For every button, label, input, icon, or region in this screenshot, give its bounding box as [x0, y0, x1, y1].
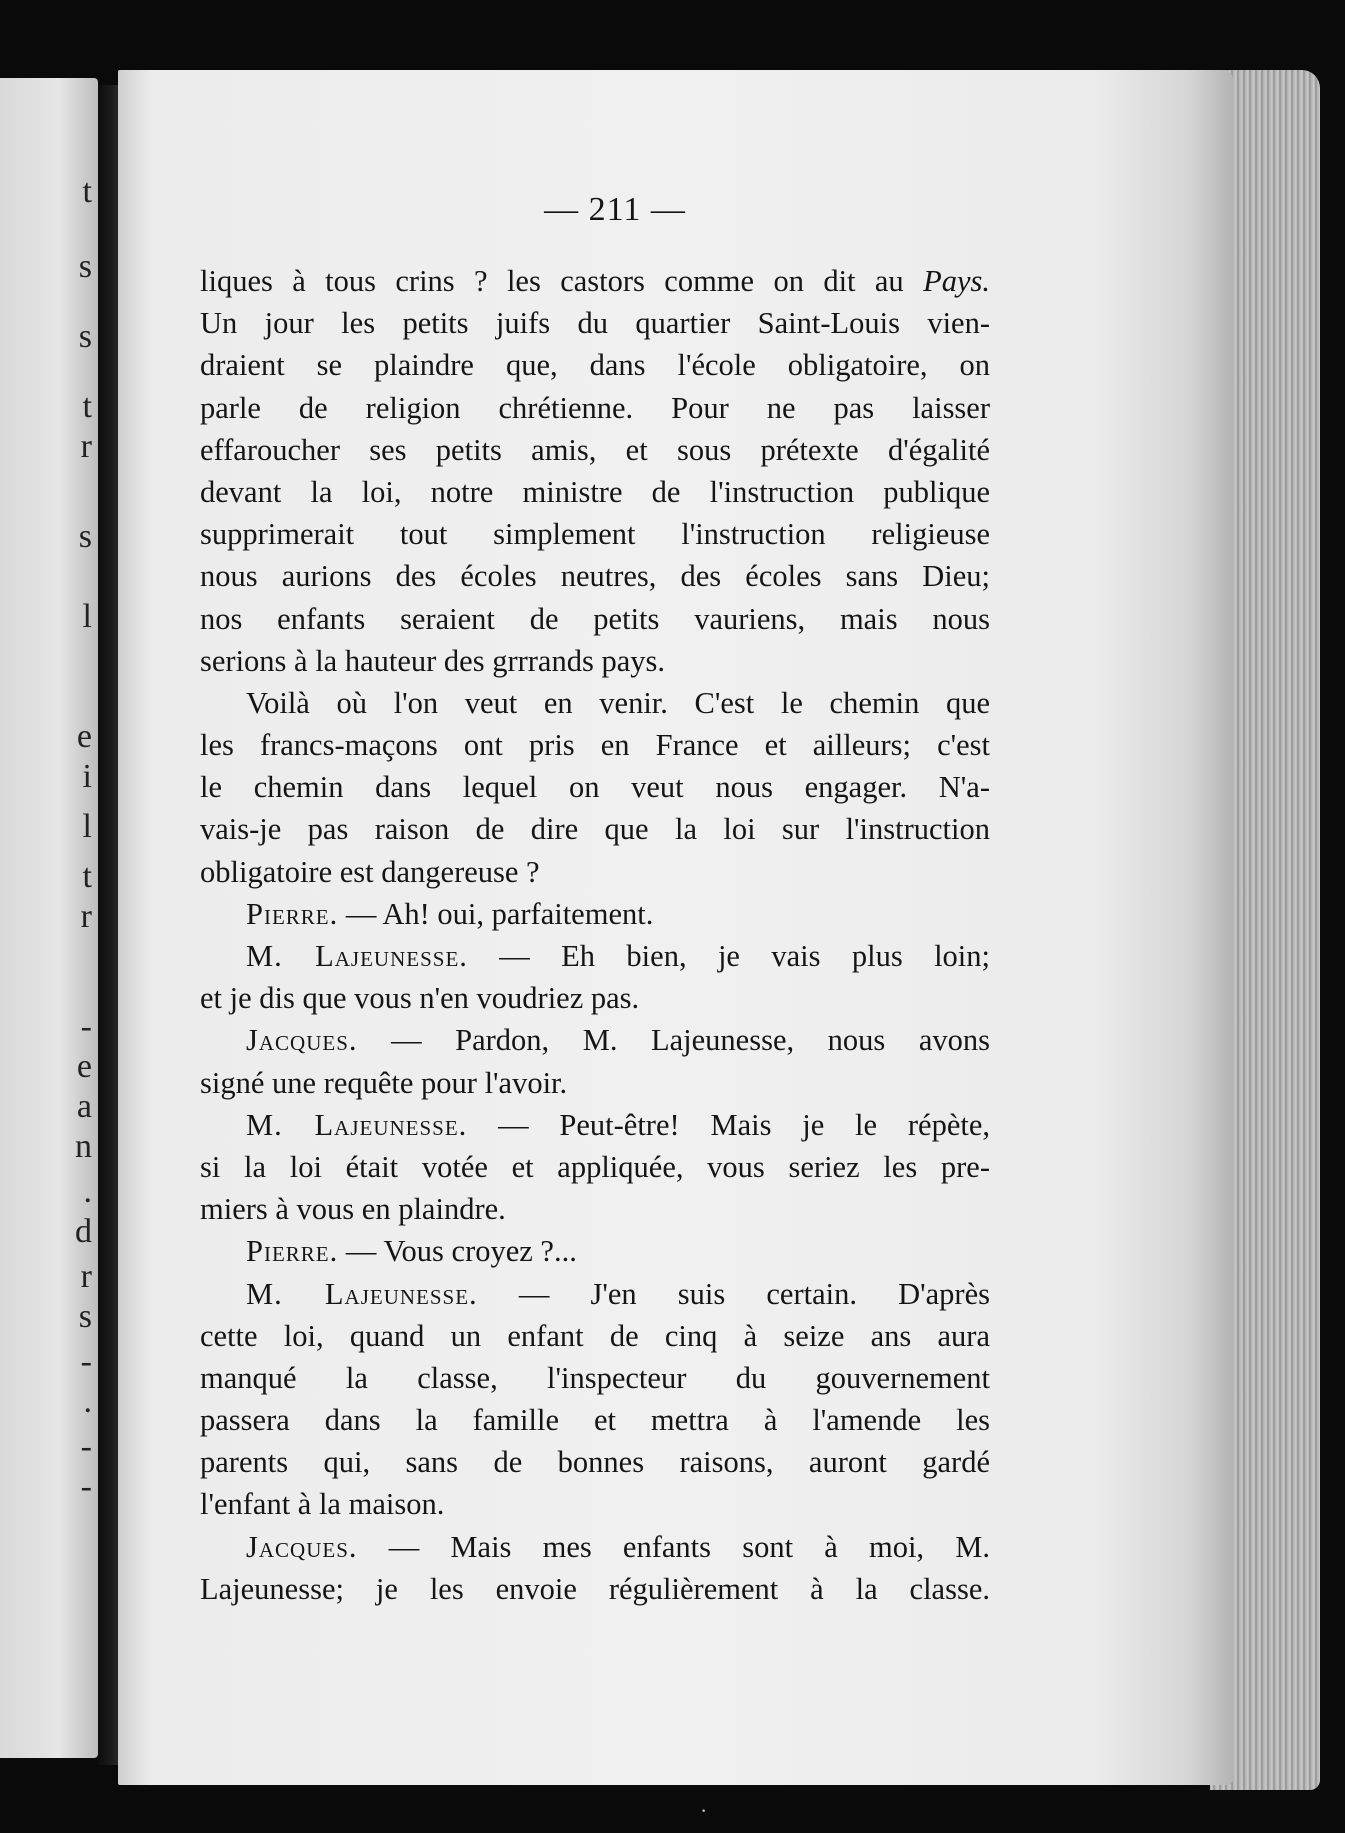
- left-page-fragment: -: [80, 1468, 92, 1505]
- left-page-fragment: .: [83, 1383, 92, 1420]
- text-line: [200, 1526, 990, 1568]
- left-page-fragment: n: [75, 1128, 92, 1165]
- text-line: [200, 935, 990, 977]
- text-line: [200, 1230, 990, 1272]
- line-text: — Ah! oui, parfaitement.: [338, 896, 654, 931]
- left-page-fragment: t: [82, 858, 92, 895]
- page-text-block: [200, 190, 990, 1610]
- speaker-name: Pierre.: [246, 1234, 339, 1269]
- line-text: passera dans la famille et mettra à l'amende les: [200, 1403, 990, 1438]
- line-text: liques à tous crins ? les castors comme on dit au: [200, 264, 924, 298]
- text-line: [200, 1483, 990, 1525]
- line-text: l'enfant à la maison.: [200, 1487, 445, 1522]
- text-line: [200, 471, 990, 513]
- line-text: serions à la hauteur des grrrands pays.: [200, 643, 665, 678]
- line-text: — Peut-être! Mais je le répète,: [467, 1107, 990, 1142]
- page-number: — 211 —: [544, 191, 686, 228]
- line-text: signé une requête pour l'avoir.: [200, 1065, 568, 1100]
- text-line: [200, 851, 990, 893]
- left-page-fragment: -: [80, 1008, 92, 1045]
- text-line: [200, 1146, 990, 1188]
- text-line: [200, 1441, 990, 1483]
- left-page-fragment: t: [82, 173, 92, 210]
- left-page-fragment: s: [78, 1298, 92, 1335]
- text-line: [200, 682, 990, 724]
- text-line: [200, 808, 990, 850]
- text-line: [200, 1357, 990, 1399]
- left-page-fragment: e: [76, 718, 92, 755]
- left-page-fragment: l: [82, 808, 92, 845]
- line-text: manqué la classe, l'inspecteur du gouvernement: [200, 1360, 990, 1395]
- line-text: les francs-maçons ont pris en France et ailleurs; c'est: [200, 728, 990, 763]
- left-page-fragment: s: [78, 318, 92, 355]
- text-line: [200, 893, 990, 935]
- text-line: [200, 344, 990, 386]
- left-page-fragment: e: [76, 1048, 92, 1085]
- line-text: et je dis que vous n'en voudriez pas.: [200, 981, 640, 1016]
- text-line: [200, 766, 990, 808]
- speaker-name: Pierre.: [246, 896, 339, 931]
- text-line: [200, 977, 990, 1019]
- text-line: [200, 598, 990, 640]
- line-text: nous aurions des écoles neutres, des écoles sans Dieu;: [200, 559, 990, 594]
- line-text: supprimerait tout simplement l'instruction religieuse: [200, 517, 990, 552]
- text-line: [200, 1188, 990, 1230]
- text-line: [200, 513, 990, 555]
- line-text: Voilà où l'on veut en venir. C'est le chemin que: [246, 685, 990, 720]
- line-text: nos enfants seraient de petits vauriens, mais nous: [200, 601, 990, 636]
- speaker-name: M. Lajeunesse.: [246, 939, 468, 973]
- speaker-name: M. Lajeunesse.: [246, 1276, 478, 1311]
- line-text: obligatoire est dangereuse ?: [200, 854, 540, 889]
- text-line: [200, 724, 990, 766]
- body-text: [200, 260, 990, 1610]
- left-page-fragment: s: [78, 248, 92, 285]
- left-page-fragment: l: [82, 598, 92, 635]
- left-facing-page: [0, 78, 98, 1758]
- line-text: miers à vous en plaindre.: [200, 1192, 506, 1227]
- left-page-fragment: .: [83, 1173, 92, 1210]
- text-line: [200, 429, 990, 471]
- book-gutter: [98, 85, 120, 1765]
- line-text: cette loi, quand un enfant de cinq à seize ans aura: [200, 1318, 990, 1353]
- line-text: — Eh bien, je vais plus loin;: [467, 939, 990, 973]
- line-text: — Pardon, M. Lajeunesse, nous avons: [357, 1023, 990, 1058]
- speaker-name: Jacques.: [246, 1529, 358, 1564]
- line-text: — Mais mes enfants sont à moi, M.: [357, 1529, 990, 1564]
- speaker-name: Jacques.: [246, 1023, 358, 1058]
- line-text: Lajeunesse; je les envoie régulièrement à la classe.: [200, 1571, 990, 1606]
- text-line: [200, 1104, 990, 1146]
- text-line: [200, 1062, 990, 1104]
- line-text: si la loi était votée et appliquée, vous seriez les pre-: [200, 1149, 990, 1184]
- line-text: le chemin dans lequel on veut nous engager. N'a-: [200, 770, 990, 805]
- text-line: [200, 555, 990, 597]
- left-page-fragment: d: [75, 1213, 92, 1250]
- left-page-fragment: -: [80, 1343, 92, 1380]
- left-page-fragment: r: [80, 428, 92, 465]
- left-page-fragment: i: [82, 758, 92, 795]
- left-page-fragment: -: [80, 1428, 92, 1465]
- line-text: Un jour les petits juifs du quartier Saint-Louis vien-: [200, 306, 990, 341]
- text-line: [200, 1568, 990, 1610]
- text-line: [200, 302, 990, 344]
- text-line: [200, 1315, 990, 1357]
- scan-speck: ·: [700, 1798, 708, 1823]
- text-line: [200, 260, 990, 302]
- line-text: — Vous croyez ?...: [338, 1234, 577, 1269]
- text-line: [200, 1273, 990, 1315]
- line-text: parle de religion chrétienne. Pour ne pas laisser: [200, 390, 990, 425]
- left-page-fragment: r: [80, 898, 92, 935]
- italic-text: Pays.: [923, 264, 990, 298]
- left-page-fragment: r: [80, 1258, 92, 1295]
- left-page-fragment: a: [76, 1088, 92, 1125]
- left-page-fragment: s: [78, 518, 92, 555]
- text-line: [200, 1019, 990, 1061]
- line-text: — J'en suis certain. D'après: [477, 1276, 990, 1311]
- line-text: vais-je pas raison de dire que la loi sur l'instruction: [200, 812, 990, 847]
- left-page-fragment: t: [82, 388, 92, 425]
- line-text: devant la loi, notre ministre de l'instruction publique: [200, 474, 990, 509]
- line-text: draient se plaindre que, dans l'école obligatoire, on: [200, 348, 990, 383]
- line-text: effaroucher ses petits amis, et sous prétexte d'égalité: [200, 432, 990, 467]
- line-text: parents qui, sans de bonnes raisons, auront gardé: [200, 1445, 990, 1480]
- text-line: [200, 640, 990, 682]
- text-line: [200, 387, 990, 429]
- speaker-name: M. Lajeunesse.: [246, 1107, 468, 1142]
- text-line: [200, 1399, 990, 1441]
